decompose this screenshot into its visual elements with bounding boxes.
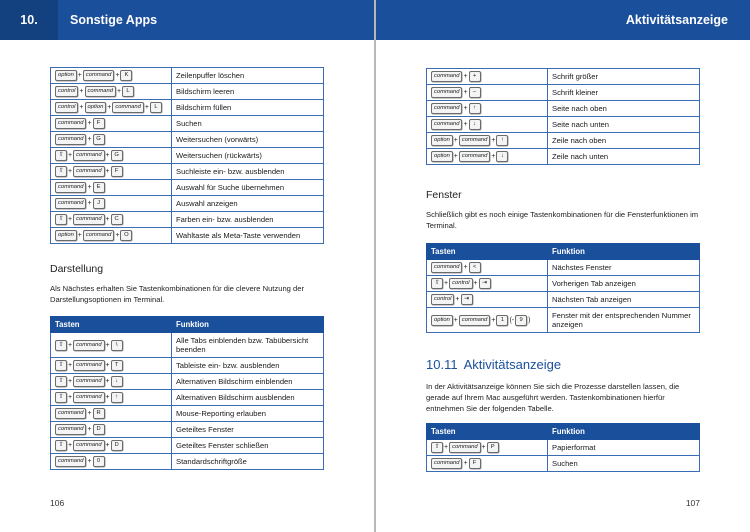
plus-sign: +	[87, 458, 92, 465]
key-combination	[427, 456, 548, 472]
function-cell: Zeile nach oben	[548, 133, 700, 149]
section-title-darstellung: Darstellung	[50, 263, 104, 275]
keycap: <	[469, 262, 481, 273]
table-row	[427, 260, 700, 276]
chapter-section-number: 10.11	[426, 357, 458, 372]
key-combination	[427, 85, 548, 101]
key-combination	[51, 374, 172, 390]
keycap: D	[93, 424, 105, 435]
plus-sign: +	[107, 104, 112, 111]
keycap: P	[487, 442, 499, 453]
col-header-tasten: Tasten	[51, 317, 172, 333]
section-title-fenster: Fenster	[426, 189, 462, 201]
key-combination	[51, 438, 172, 454]
function-cell: Vorherigen Tab anzeigen	[548, 276, 700, 292]
key-combination	[51, 148, 172, 164]
plus-sign: +	[463, 73, 468, 80]
plus-sign: +	[87, 410, 92, 417]
plus-sign: +	[105, 362, 110, 369]
keycap: ↑	[469, 103, 481, 114]
function-cell: Wahltaste als Meta-Taste verwenden	[172, 228, 324, 244]
table-row	[51, 228, 324, 244]
function-cell: Zeile nach unten	[548, 149, 700, 165]
plus-sign: +	[68, 216, 73, 223]
keycap: E	[93, 182, 105, 193]
keycap: command	[55, 456, 86, 467]
keycap: option	[431, 135, 453, 146]
function-cell: Nächsten Tab anzeigen	[548, 292, 700, 308]
plus-sign: +	[463, 105, 468, 112]
function-cell: Nächstes Fenster	[548, 260, 700, 276]
keycap: command	[73, 392, 104, 403]
keycap: ⇥	[479, 278, 491, 289]
keycap: command	[55, 182, 86, 193]
right-header	[376, 0, 750, 40]
plus-sign: +	[463, 264, 468, 271]
col-header-funktion: Funktion	[548, 244, 700, 260]
keycap: option	[431, 151, 453, 162]
keycap: command	[73, 166, 104, 177]
chapter-section-heading	[426, 357, 700, 372]
darstellung-table-wrap	[50, 316, 324, 470]
keycap: command	[431, 103, 462, 114]
keycap: F	[93, 118, 105, 129]
keycap: 0	[93, 456, 105, 467]
plus-sign: +	[116, 88, 122, 95]
keycap: command	[55, 134, 86, 145]
table-row	[51, 116, 324, 132]
keycap: D	[111, 440, 123, 451]
plus-sign: +	[491, 137, 496, 144]
plus-sign: +	[105, 394, 110, 401]
chapter-section-title: Aktivitätsanzeige	[463, 357, 562, 372]
keycap: ⇧	[55, 150, 67, 161]
keycap: ⇧	[55, 166, 67, 177]
keycap: ↑	[111, 392, 123, 403]
function-cell: Suchen	[548, 456, 700, 472]
shortcut-table-aktivitaet	[426, 423, 700, 472]
function-cell: Geteiltes Fenster schließen	[172, 438, 324, 454]
plus-sign: +	[453, 137, 458, 144]
key-combination	[427, 149, 548, 165]
keycap: control	[55, 86, 78, 97]
table-row	[51, 358, 324, 374]
key-combination	[51, 68, 172, 84]
keycap: command	[55, 424, 86, 435]
plus-sign: +	[77, 232, 82, 239]
function-cell: Auswahl für Suche übernehmen	[172, 180, 324, 196]
table-row	[427, 276, 700, 292]
plus-sign: +	[87, 426, 92, 433]
section-text-darstellung: Als Nächstes erhalten Sie Tastenkombinationen für die clevere Nutzung der Darstellungsoptionen im Terminal.	[50, 284, 304, 304]
shortcut-table-darstellung	[50, 316, 324, 470]
key-combination	[51, 422, 172, 438]
key-combination	[51, 333, 172, 358]
page-number-right: 107	[685, 498, 700, 508]
table-row	[427, 85, 700, 101]
keycap: J	[93, 198, 105, 209]
keycap: ↓	[111, 376, 123, 387]
chapter-title: Sonstige Apps	[70, 13, 158, 27]
plus-sign: +	[444, 444, 449, 451]
function-cell: Seite nach oben	[548, 101, 700, 117]
plus-sign: +	[87, 200, 92, 207]
keycap: ⇧	[55, 214, 67, 225]
left-page	[0, 0, 374, 532]
function-cell: Papierformat	[548, 440, 700, 456]
plus-sign: +	[453, 153, 458, 160]
function-cell: Tableiste ein- bzw. ausblenden	[172, 358, 324, 374]
keycap: command	[73, 150, 104, 161]
key-combination	[51, 116, 172, 132]
keycap: command	[73, 360, 104, 371]
plus-sign: +	[79, 104, 84, 111]
table-row	[51, 100, 324, 116]
keycap: command	[112, 102, 143, 113]
function-cell: Alternativen Bildschirm ausblenden	[172, 390, 324, 406]
keycap: command	[431, 87, 462, 98]
plus-sign: +	[87, 136, 92, 143]
keycap: ↑	[496, 135, 508, 146]
table-row	[51, 422, 324, 438]
table-row	[51, 68, 324, 84]
table-row	[51, 164, 324, 180]
plus-sign: +	[115, 72, 120, 79]
plus-sign: +	[463, 121, 468, 128]
function-cell: Suchleiste ein- bzw. ausblenden	[172, 164, 324, 180]
keycap: command	[83, 230, 114, 241]
function-cell: Standardschriftgröße	[172, 454, 324, 470]
table-row	[51, 438, 324, 454]
function-cell: Fenster mit der entsprechenden Nummer anzeigen	[548, 308, 700, 333]
keycap: K	[120, 70, 132, 81]
key-combination	[51, 132, 172, 148]
col-header-tasten: Tasten	[427, 424, 548, 440]
left-content	[50, 67, 324, 244]
keycap: command	[55, 198, 86, 209]
key-combination	[427, 117, 548, 133]
plus-sign: +	[87, 120, 92, 127]
function-cell: Alternativen Bildschirm einblenden	[172, 374, 324, 390]
plus-sign: +	[68, 362, 73, 369]
keycap: command	[459, 315, 490, 326]
aktivitaet-table-wrap	[426, 423, 700, 472]
table-row	[51, 180, 324, 196]
key-combination	[51, 180, 172, 196]
fenster-table-wrap	[426, 243, 700, 333]
keycap: 9	[515, 315, 527, 326]
table-row	[51, 212, 324, 228]
plus-sign: +	[455, 296, 460, 303]
table-row	[51, 454, 324, 470]
keycap: C	[111, 214, 123, 225]
col-header-funktion: Funktion	[548, 424, 700, 440]
plus-sign: +	[144, 104, 149, 111]
keycap: ↓	[469, 119, 481, 130]
key-combination	[427, 101, 548, 117]
right-page	[376, 0, 750, 532]
paren-text: )	[528, 316, 531, 324]
plus-sign: +	[105, 378, 110, 385]
paren-text: (-	[509, 316, 515, 324]
keycap: ⇧	[55, 360, 67, 371]
keycap: command	[73, 340, 104, 351]
keycap: command	[431, 262, 462, 273]
table-row	[51, 132, 324, 148]
table-row	[427, 292, 700, 308]
key-combination	[51, 228, 172, 244]
plus-sign: +	[491, 316, 496, 324]
keycap: ↓	[496, 151, 508, 162]
table-row	[427, 117, 700, 133]
keycap: command	[55, 408, 86, 419]
key-combination	[51, 358, 172, 374]
key-combination	[51, 84, 172, 100]
keycap: command	[83, 70, 114, 81]
keycap: command	[431, 71, 462, 82]
key-combination	[427, 69, 548, 85]
plus-sign: +	[463, 89, 468, 96]
key-combination	[51, 164, 172, 180]
key-combination	[427, 440, 548, 456]
keycap: ⇧	[55, 440, 67, 451]
plus-sign: +	[68, 152, 73, 159]
keycap: command	[73, 214, 104, 225]
plus-sign: +	[105, 216, 110, 223]
key-combination	[427, 133, 548, 149]
keycap: command	[85, 86, 116, 97]
keycap: G	[93, 134, 105, 145]
plus-sign: +	[481, 444, 486, 451]
keycap: option	[431, 315, 453, 326]
keycap: F	[111, 166, 123, 177]
key-combination	[51, 100, 172, 116]
plus-sign: +	[77, 72, 82, 79]
right-content	[426, 68, 700, 165]
plus-sign: +	[491, 153, 496, 160]
keycap: command	[459, 135, 490, 146]
keycap: control	[431, 294, 454, 305]
function-cell: Alle Tabs einblenden bzw. Tabübersicht beenden	[172, 333, 324, 358]
table-row	[427, 101, 700, 117]
keycap: G	[111, 150, 123, 161]
key-combination	[51, 196, 172, 212]
function-cell: Mouse-Reporting erlauben	[172, 406, 324, 422]
plus-sign: +	[105, 152, 110, 159]
col-header-funktion: Funktion	[172, 317, 324, 333]
header-title: Aktivitätsanzeige	[625, 13, 728, 27]
function-cell: Farben ein- bzw. ausblenden	[172, 212, 324, 228]
keycap: \	[111, 340, 123, 351]
left-header	[0, 0, 374, 40]
keycap: L	[150, 102, 162, 113]
function-cell: Schrift kleiner	[548, 85, 700, 101]
chapter-number: 10.	[0, 0, 58, 40]
keycap: –	[469, 87, 481, 98]
key-combination	[51, 406, 172, 422]
keycap: F	[469, 458, 481, 469]
table-row	[51, 406, 324, 422]
table-row	[51, 196, 324, 212]
plus-sign: +	[68, 168, 73, 175]
darstellung-section	[50, 263, 324, 305]
keycap: command	[459, 151, 490, 162]
plus-sign: +	[68, 341, 73, 349]
shortcut-table-general	[50, 67, 324, 244]
table-row	[427, 308, 700, 333]
table-row	[51, 390, 324, 406]
plus-sign: +	[105, 341, 110, 349]
keycap: +	[469, 71, 481, 82]
section-text-fenster: Schließlich gibt es noch einige Tastenkombinationen für die Fensterfunktionen im Terminal.	[426, 210, 699, 230]
keycap: command	[55, 118, 86, 129]
keycap: command	[431, 458, 462, 469]
keycap: option	[85, 102, 107, 113]
keycap: ⇧	[55, 376, 67, 387]
function-cell: Zeilenpuffer löschen	[172, 68, 324, 84]
keycap: T	[111, 360, 123, 371]
keycap: 1	[496, 315, 508, 326]
key-combination	[51, 390, 172, 406]
chapter-section-text: In der Aktivitätsanzeige können Sie sich die Prozesse darstellen lassen, die gerade auf Ihrem Mac ausgeführt werden. Tastenkombinationen hierfür entnehmen Sie der folgenden Tabelle.	[426, 382, 680, 413]
function-cell: Bildschirm leeren	[172, 84, 324, 100]
keycap: ⇧	[431, 278, 443, 289]
aktivitaet-section	[426, 357, 700, 414]
plus-sign: +	[453, 316, 458, 324]
shortcut-table-fenster	[426, 243, 700, 333]
keycap: command	[73, 376, 104, 387]
plus-sign: +	[68, 394, 73, 401]
key-combination	[427, 276, 548, 292]
key-combination	[51, 454, 172, 470]
table-row	[51, 84, 324, 100]
keycap: L	[122, 86, 134, 97]
keycap: ⇥	[461, 294, 473, 305]
plus-sign: +	[444, 280, 449, 287]
plus-sign: +	[68, 378, 73, 385]
table-row	[427, 440, 700, 456]
keycap: control	[55, 102, 78, 113]
plus-sign: +	[105, 442, 110, 449]
keycap: option	[55, 230, 77, 241]
keycap: O	[120, 230, 132, 241]
keycap: ⇧	[431, 442, 443, 453]
table-row	[427, 69, 700, 85]
key-combination	[427, 260, 548, 276]
plus-sign: +	[115, 232, 120, 239]
plus-sign: +	[87, 184, 92, 191]
key-combination	[427, 292, 548, 308]
table-row	[51, 374, 324, 390]
keycap: control	[449, 278, 472, 289]
table-row	[427, 456, 700, 472]
keycap: ⇧	[55, 340, 67, 351]
function-cell: Bildschirm füllen	[172, 100, 324, 116]
col-header-tasten: Tasten	[427, 244, 548, 260]
key-combination	[427, 308, 548, 333]
table-row	[51, 148, 324, 164]
plus-sign: +	[79, 88, 84, 95]
fenster-section	[426, 189, 700, 231]
function-cell: Weitersuchen (vorwärts)	[172, 132, 324, 148]
keycap: command	[431, 119, 462, 130]
plus-sign: +	[105, 168, 110, 175]
function-cell: Suchen	[172, 116, 324, 132]
keycap: command	[73, 440, 104, 451]
function-cell: Auswahl anzeigen	[172, 196, 324, 212]
function-cell: Weitersuchen (rückwärts)	[172, 148, 324, 164]
function-cell: Geteiltes Fenster	[172, 422, 324, 438]
table-row	[427, 133, 700, 149]
function-cell: Seite nach unten	[548, 117, 700, 133]
key-combination	[51, 212, 172, 228]
table-row	[51, 333, 324, 358]
function-cell: Schrift größer	[548, 69, 700, 85]
shortcut-table-scroll	[426, 68, 700, 165]
keycap: command	[449, 442, 480, 453]
plus-sign: +	[473, 280, 478, 287]
plus-sign: +	[68, 442, 73, 449]
plus-sign: +	[463, 460, 468, 467]
keycap: option	[55, 70, 77, 81]
keycap: R	[93, 408, 105, 419]
table-row	[427, 149, 700, 165]
page-number-left: 106	[50, 498, 65, 508]
keycap: ⇧	[55, 392, 67, 403]
